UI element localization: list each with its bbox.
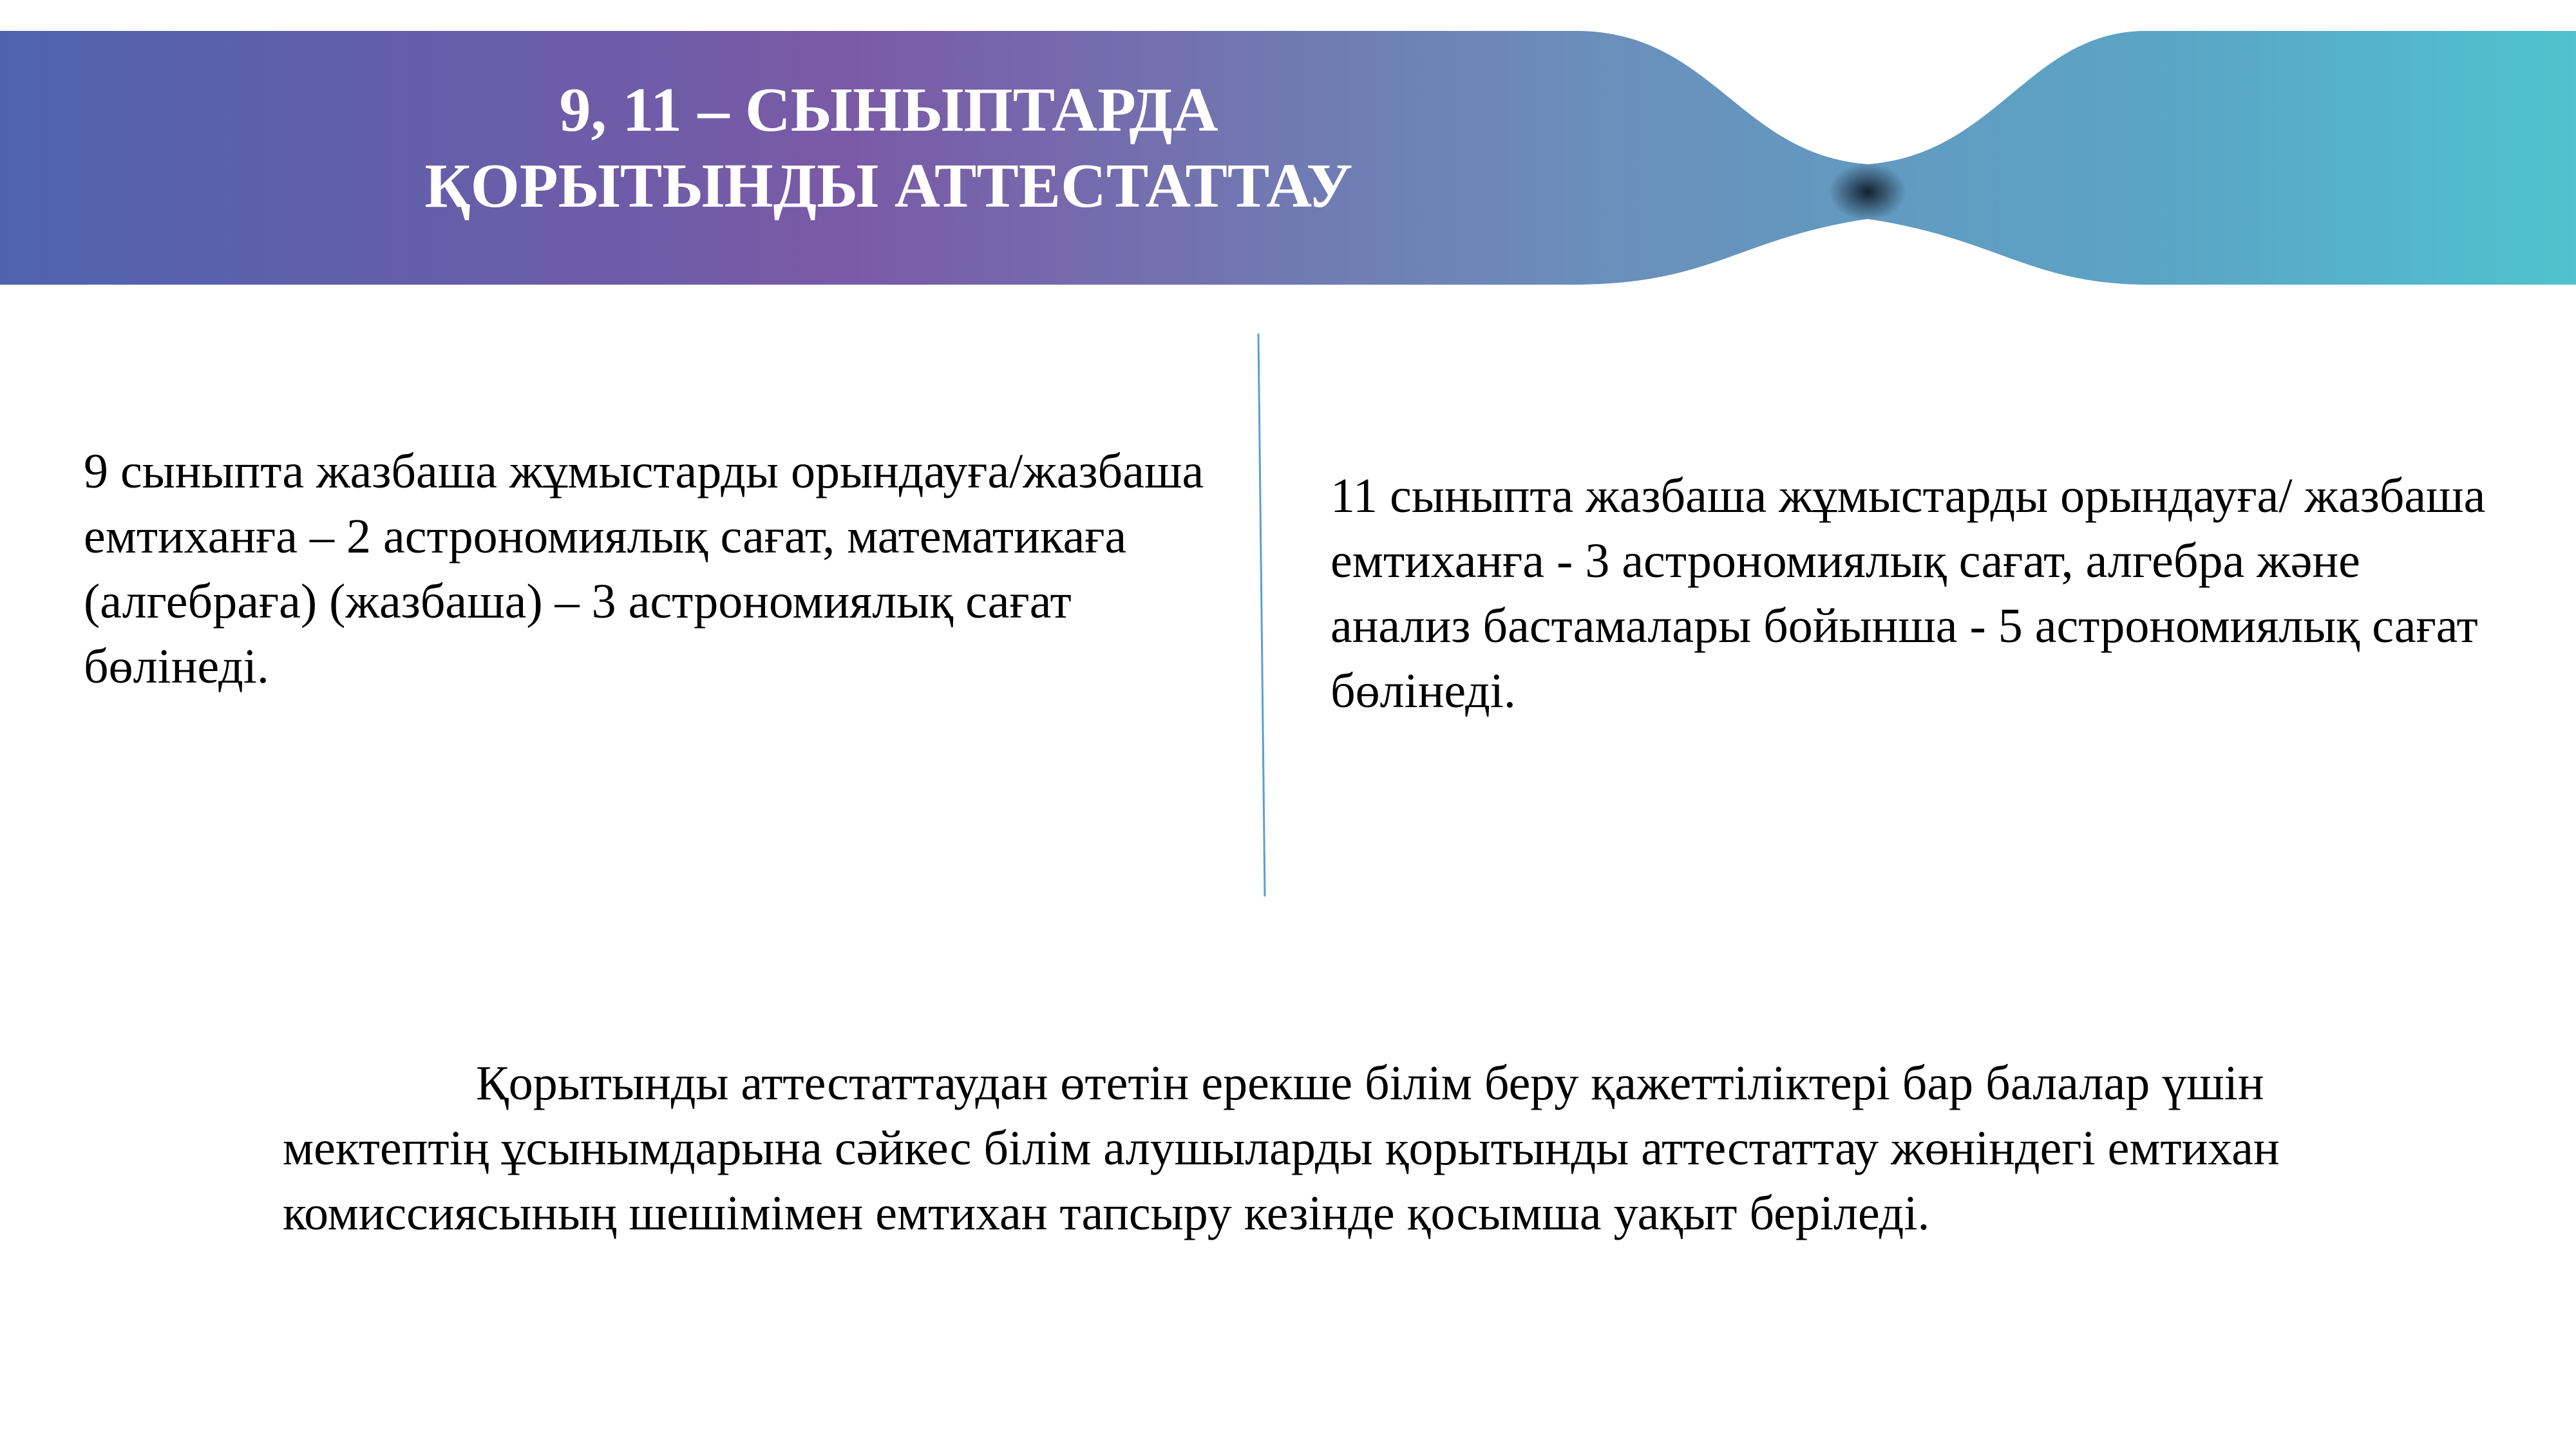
grade-9-text: 9 сыныпта жазбаша жұмыстарды орындауға/жазбаша емтиханға – 2 астрономиялық сағат, математикаға (алгебраға) (жазбаша) – 3 астрономиялық сағат бөлінеді. [84, 444, 1204, 694]
title-line-1: 9, 11 – СЫНЫПТАРДА [559, 75, 1218, 145]
grade-11-text: 11 сыныпта жазбаша жұмыстарды орындауға/ жазбаша емтиханға - 3 астрономиялық сағат, алгебра және анализ бастамалары бойынша - 5 астрономиялық сағат бөлінеді. [1331, 469, 2486, 718]
special-needs-paragraph: Қорытынды аттестаттаудан өтетін ерекше білім беру қажеттіліктері бар балалар үшін мектептің ұсынымдарына сәйкес білім алушыларды қорытынды аттестаттау жөніндегі емтихан комиссиясының шешімімен емтихан тапсыру кезінде қосымша уақыт беріледі. [283, 1056, 2280, 1240]
title-line-2: ҚОРЫТЫНДЫ АТТЕСТАТТАУ [424, 151, 1353, 221]
slide-title [245, 72, 1533, 224]
